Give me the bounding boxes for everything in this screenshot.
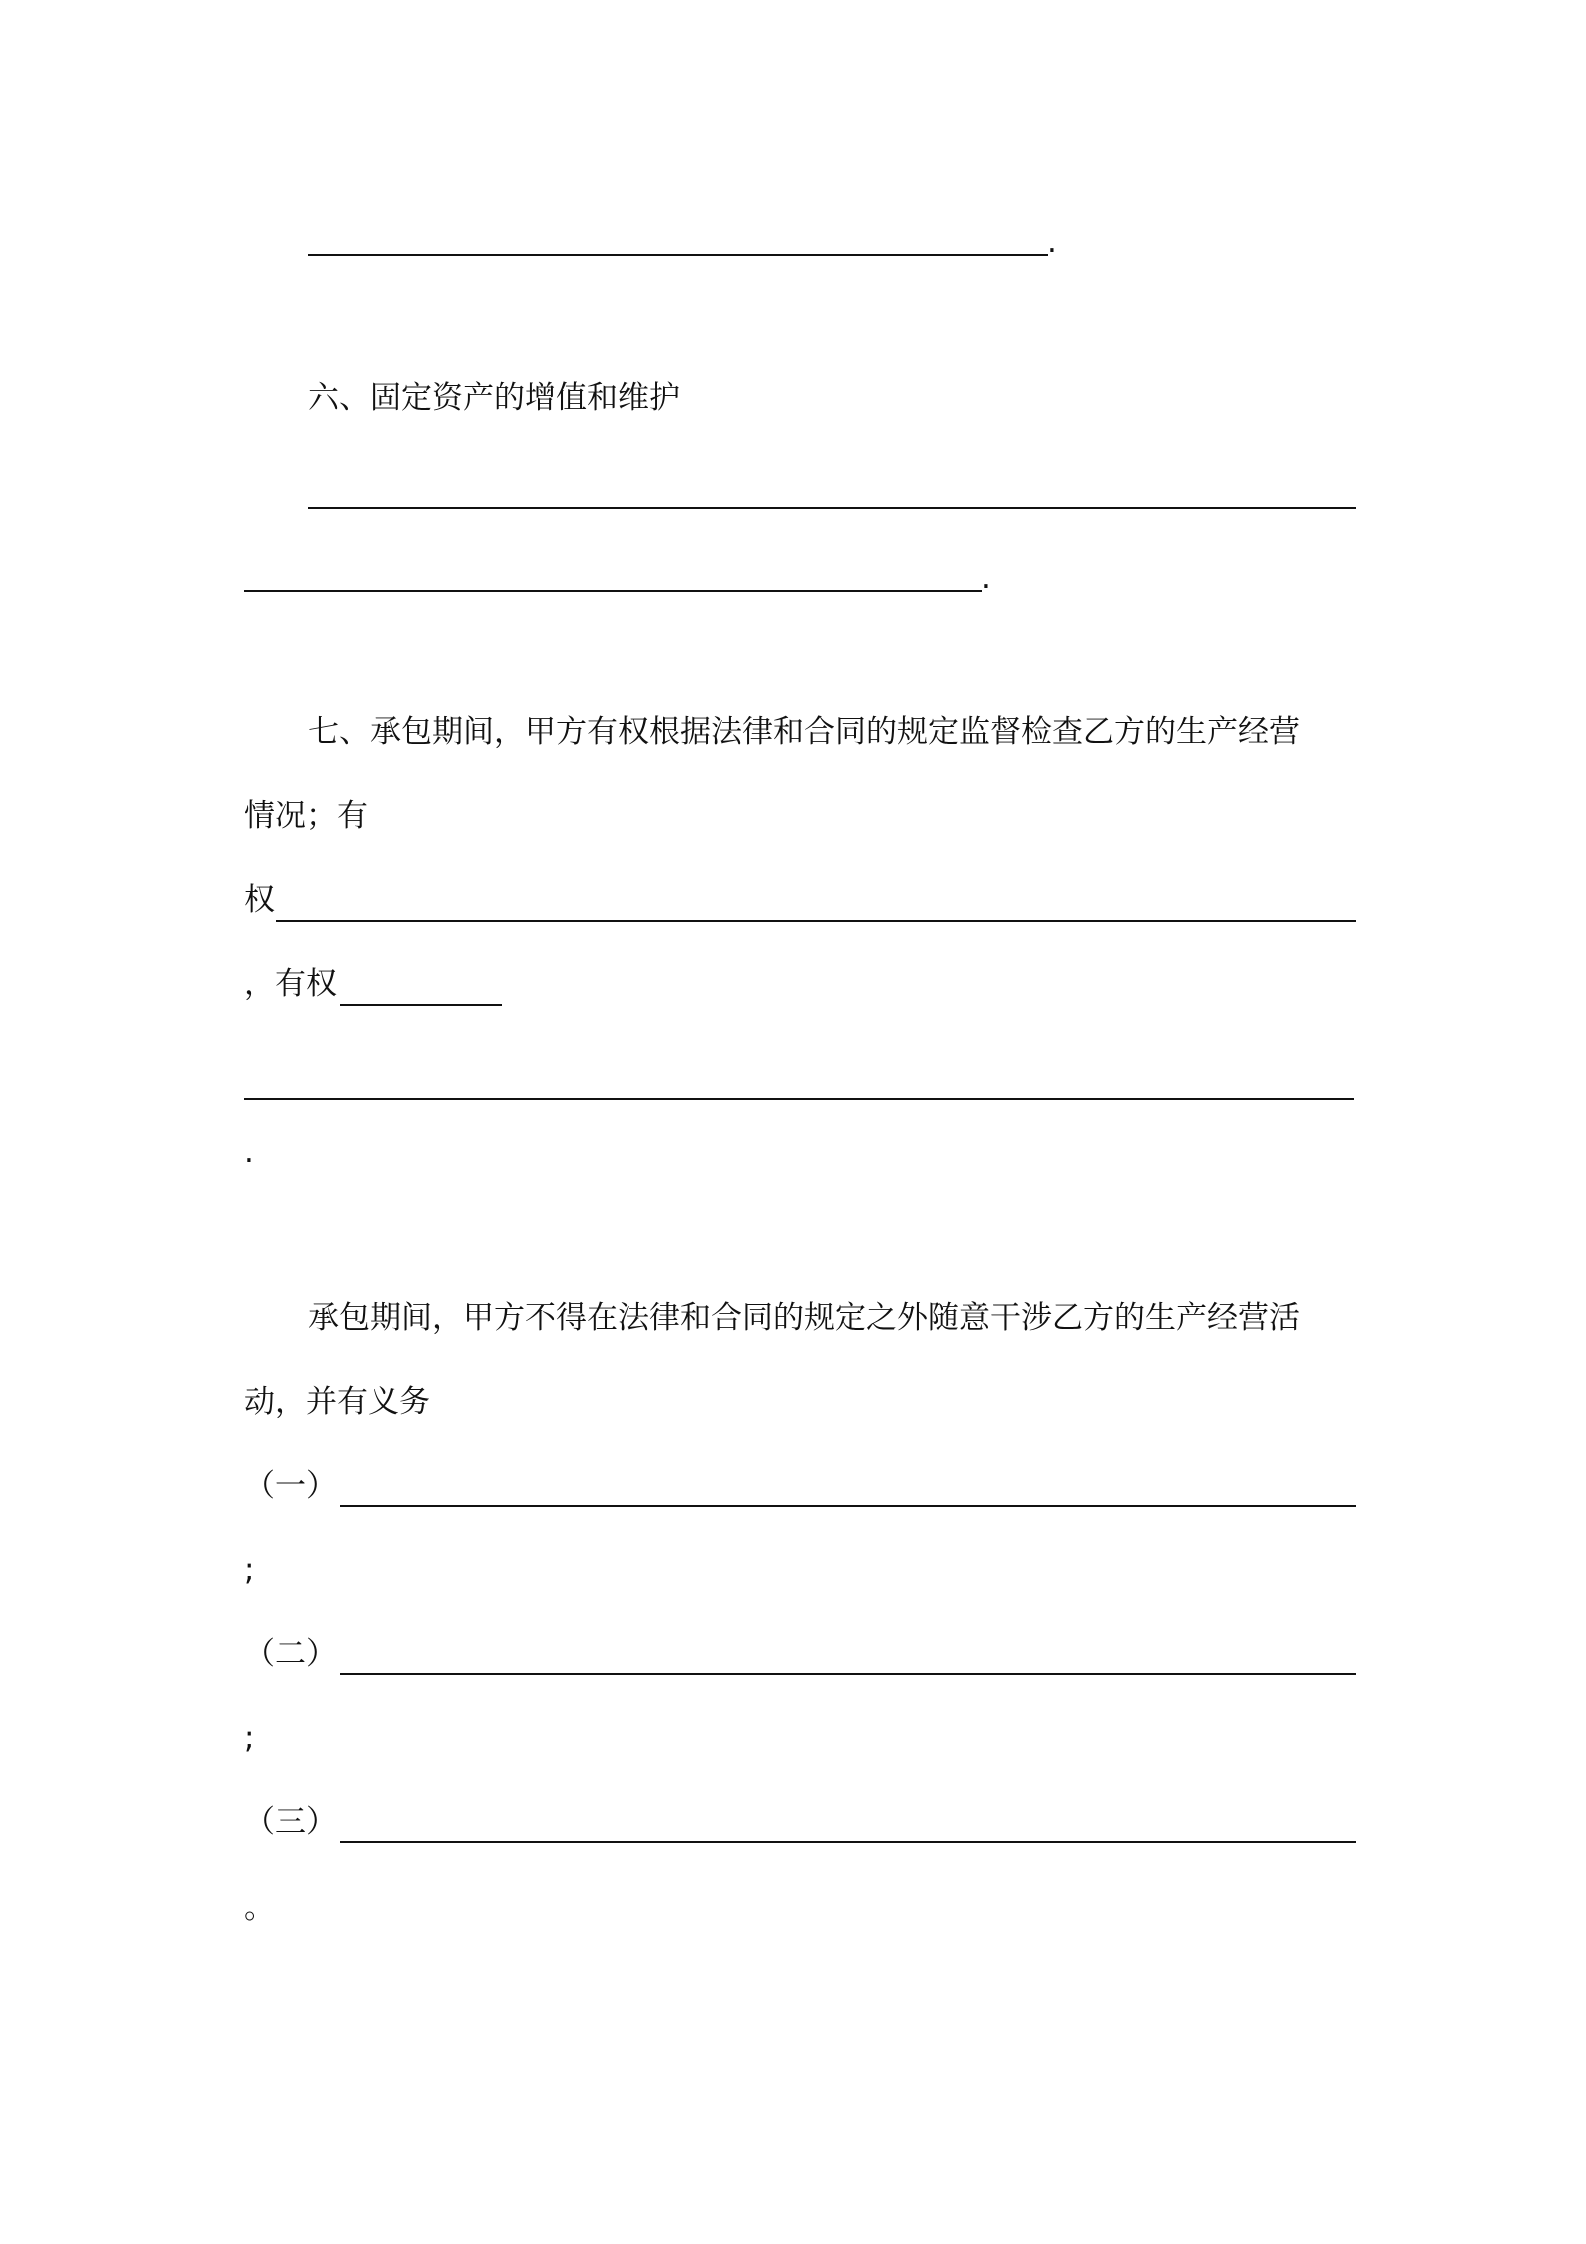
period-mark: . [1047, 224, 1057, 260]
item-end-mark: 。 [244, 1890, 275, 1926]
blank-line[interactable] [276, 920, 1356, 922]
section-7-line-1: 七、承包期间，甲方有权根据法律和合同的规定监督检查乙方的生产经营 [308, 714, 1300, 750]
blank-line[interactable] [340, 1505, 1356, 1507]
obligation-label: （三） [244, 1804, 337, 1840]
blank-line[interactable] [340, 1841, 1356, 1843]
blank-line[interactable] [244, 590, 982, 592]
blank-line[interactable] [340, 1673, 1356, 1675]
blank-line[interactable] [308, 507, 1356, 509]
right-prefix: ，有权 [244, 966, 337, 1002]
obligation-label: （二） [244, 1636, 337, 1672]
obligations-line-2: 动，并有义务 [244, 1384, 430, 1420]
blank-line[interactable] [308, 254, 1048, 256]
section-7-line-2: 情况；有 [244, 798, 368, 834]
obligation-label: （一） [244, 1468, 337, 1504]
right-prefix: 权 [244, 882, 275, 918]
item-end-mark: ; [244, 1720, 255, 1756]
period-mark: . [244, 1134, 254, 1170]
item-end-mark: ; [244, 1552, 255, 1588]
section-6-heading: 六、固定资产的增值和维护 [308, 380, 680, 416]
period-mark: . [981, 560, 991, 596]
blank-line[interactable] [244, 1098, 1354, 1100]
obligations-line-1: 承包期间，甲方不得在法律和合同的规定之外随意干涉乙方的生产经营活 [308, 1300, 1300, 1336]
blank-line[interactable] [340, 1004, 502, 1006]
